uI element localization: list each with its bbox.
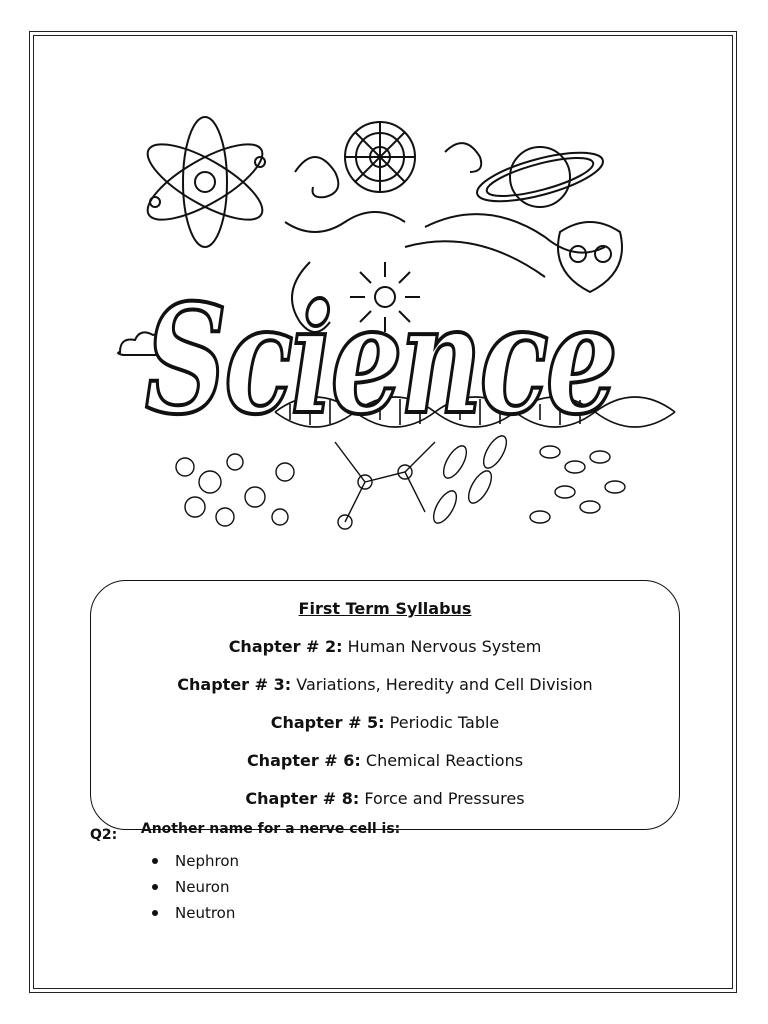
question-number: Q2: xyxy=(90,827,118,843)
mandala-icon xyxy=(345,122,415,192)
list-item xyxy=(152,874,239,900)
syllabus-box xyxy=(90,580,680,830)
chapter-topic: Variations, Heredity and Cell Division xyxy=(296,675,593,694)
chapter-label: Chapter # 2: xyxy=(228,637,343,656)
chapter-label: Chapter # 8: xyxy=(245,789,360,808)
chapter-topic: Human Nervous System xyxy=(347,637,542,656)
question-text: Another name for a nerve cell is: xyxy=(140,821,401,837)
list-item xyxy=(152,848,239,874)
atom-icon xyxy=(138,117,273,247)
chapter-topic: Chemical Reactions xyxy=(365,751,524,770)
answer-options xyxy=(152,848,239,926)
chapter-label: Chapter # 5: xyxy=(270,713,385,732)
chapter-topic: Force and Pressures xyxy=(364,789,525,808)
option-text: Nephron xyxy=(175,852,239,870)
list-item xyxy=(152,900,239,926)
syllabus-title: First Term Syllabus xyxy=(298,599,472,618)
chapter-label: Chapter # 6: xyxy=(246,751,361,770)
chapter-item xyxy=(91,713,679,732)
chapter-item xyxy=(91,789,679,808)
bullet-icon xyxy=(152,910,158,916)
chapter-item xyxy=(91,675,679,694)
chapter-label: Chapter # 3: xyxy=(177,675,292,694)
chapter-item xyxy=(91,751,679,770)
science-word: Science xyxy=(145,272,615,448)
bullet-icon xyxy=(152,884,158,890)
science-illustration xyxy=(95,112,655,582)
chapter-topic: Periodic Table xyxy=(389,713,500,732)
option-text: Neutron xyxy=(175,904,236,922)
option-text: Neuron xyxy=(175,878,230,896)
chapter-item xyxy=(91,637,679,656)
bullet-icon xyxy=(152,858,158,864)
question-line xyxy=(90,821,490,843)
planet-icon xyxy=(473,143,608,211)
